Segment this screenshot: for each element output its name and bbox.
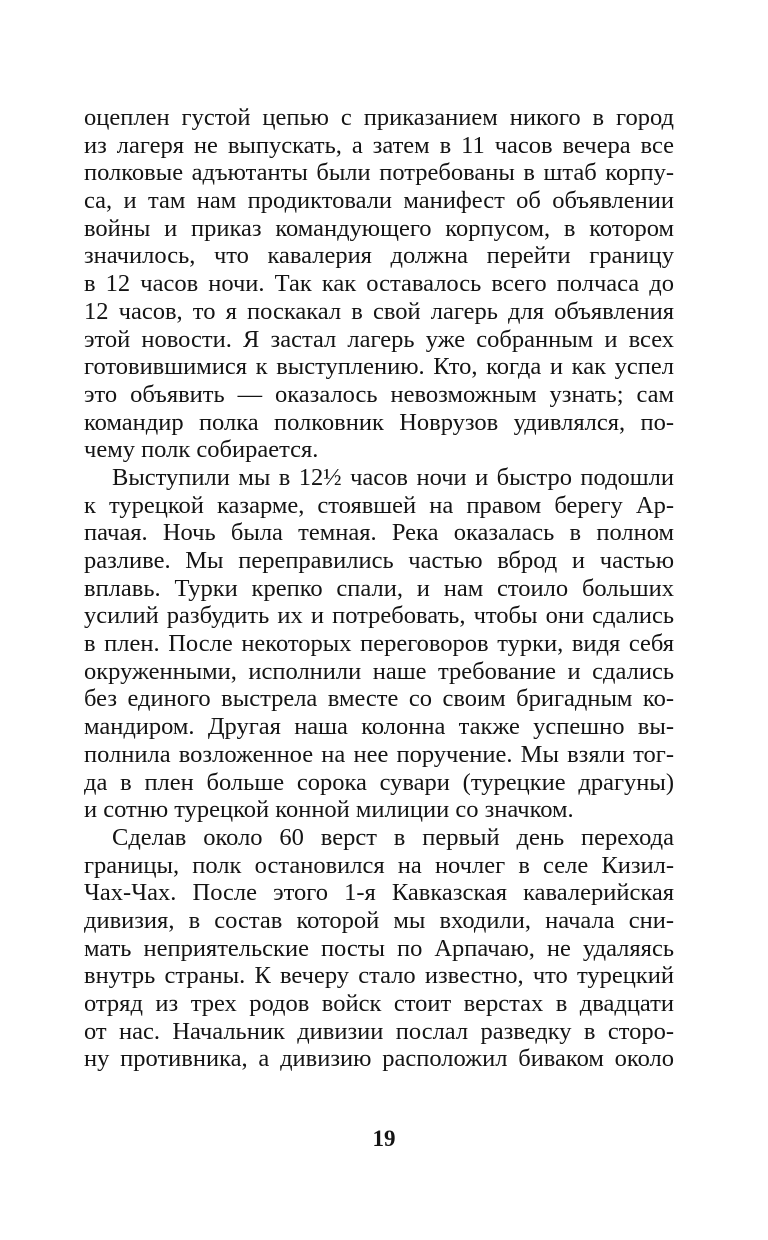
text-line: без единого выстрела вместе со своим бригадным ко- [84,685,674,713]
text-line: от нас. Начальник дивизии послал разведку в сторо- [84,1017,674,1045]
text-line: это объявить — оказалось невозможным узнать; сам [84,380,674,408]
text-line: са, и там нам продиктовали манифест об объявлении [84,187,674,215]
text-line: готовившимися к выступлению. Кто, когда и как успел [84,353,674,381]
text-line: оцеплен густой цепью с приказанием никого в город [84,104,674,131]
page-number: 19 [372,1126,396,1151]
text-line: пачая. Ночь была темная. Река оказалась в полном [84,519,674,547]
text-line: 12 часов, то я поскакал в свой лагерь для объявления [84,297,674,325]
paragraph [84,464,674,824]
text-line: этой новости. Я застал лагерь уже собранным и всех [84,325,674,353]
text-line: Чах-Чах. После этого 1-я Кавказская кавалерийская [84,879,674,907]
paragraph [84,824,674,1073]
page-body [84,104,674,1073]
text-line: к турецкой казарме, стоявшей на правом берегу Ар- [84,491,674,519]
text-line: окруженными, исполнили наше требование и сдались [84,657,674,685]
text-line: командир полка полковник Новрузов удивлялся, по- [84,408,674,436]
text-line: в 12 часов ночи. Так как оставалось всего полчаса до [84,270,674,298]
text-line: вплавь. Турки крепко спали, и нам стоило больших [84,574,674,602]
text-line: войны и приказ командующего корпусом, в котором [84,214,674,242]
text-line: ну противника, а дивизию расположил биваком около [84,1045,674,1073]
text-line: отряд из трех родов войск стоит верстах в двадцати [84,990,674,1017]
text-line: внутрь страны. К вечеру стало известно, что турецкий [84,962,674,990]
text-line: чему полк собирается. [84,436,319,464]
text-line: из лагеря не выпускать, а затем в 11 часов вечера все [84,131,674,159]
paragraph [84,104,674,464]
text-line: Сделав около 60 верст в первый день перехода [112,823,674,851]
text-line: усилий разбудить их и потребовать, чтобы они сдались [84,602,674,630]
text-line: Выступили мы в 12½ часов ночи и быстро подошли [112,463,674,491]
text-line: в плен. После некоторых переговоров турки, видя себя [84,630,674,658]
text-line: границы, полк остановился на ночлег в селе Кизил- [84,851,674,879]
text-line: полковые адъютанты были потребованы в штаб корпу- [84,159,674,187]
text-line: мать неприятельские посты по Арпачаю, не удаляясь [84,934,674,962]
text-line: мандиром. Другая наша колонна также успешно вы- [84,713,674,741]
text-line: и сотню турецкой конной милиции со значком. [84,796,574,824]
text-line: дивизия, в состав которой мы входили, начала сни- [84,906,674,934]
text-line: разливе. Мы переправились частью вброд и частью [84,547,674,574]
text-line: значилось, что кавалерия должна перейти границу [84,242,674,270]
text-line: полнила возложенное на нее поручение. Мы взяли тог- [84,740,674,768]
text-line: да в плен больше сорока сувари (турецкие драгуны) [84,768,674,796]
